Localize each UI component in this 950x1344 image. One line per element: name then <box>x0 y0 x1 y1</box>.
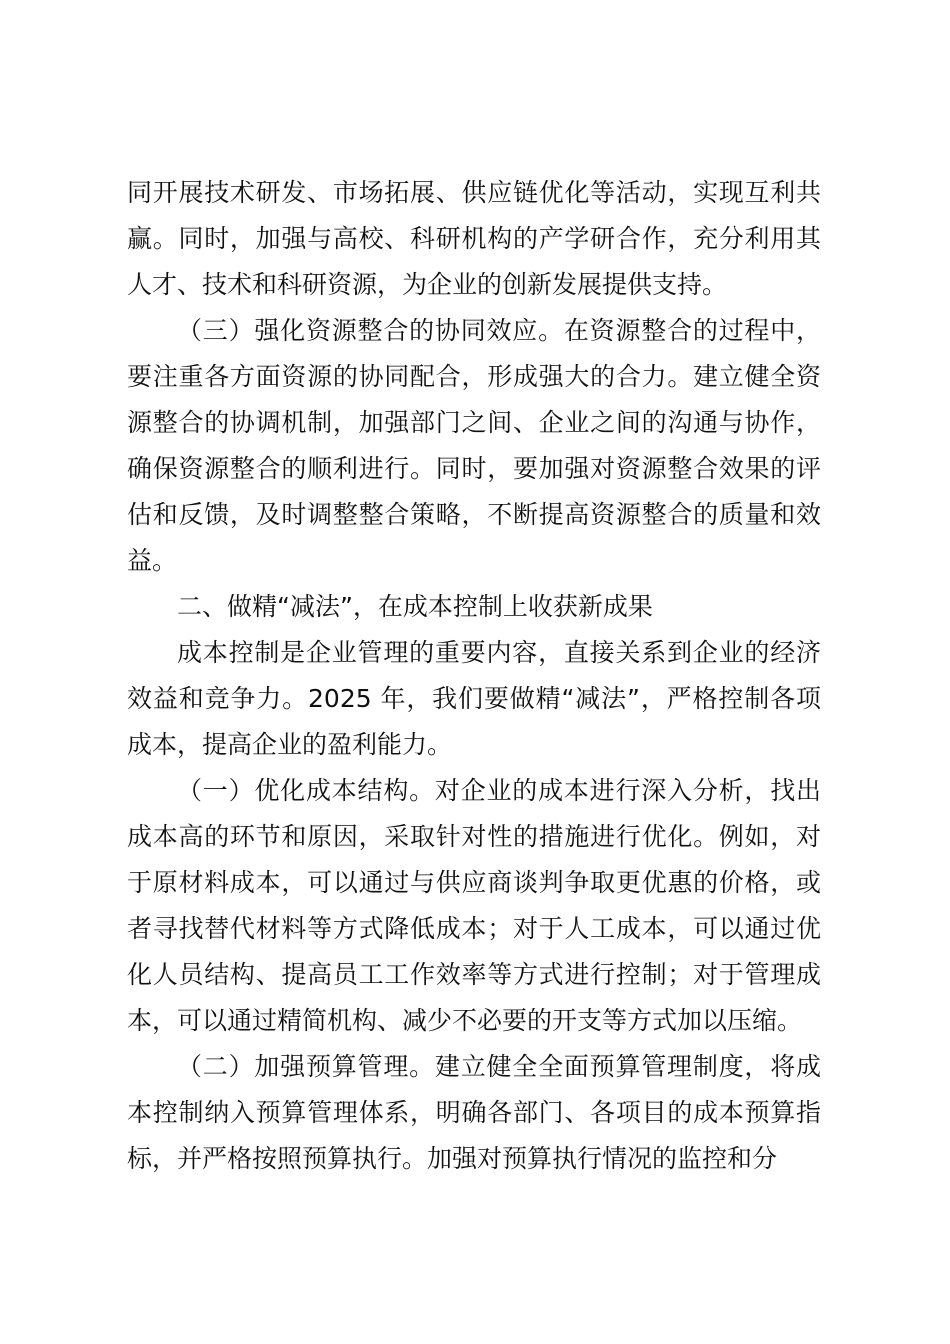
paragraph-optimize-cost-structure: （一）优化成本结构。对企业的成本进行深入分析，找出成本高的环节和原因，采取针对性的措施进行优化。例如，对于原材料成本，可以通过与供应商谈判争取更优惠的价格，或者寻找替代材料等方式降低成本；对于人工成本，可以通过优化人员结构、提高员工工作效率等方式进行控制；对于管理成本，可以通过精简机构、减少不必要的开支等方式加以压缩。 <box>127 776 821 1035</box>
document-body <box>127 170 821 1182</box>
paragraph-continuation: 同开展技术研发、市场拓展、供应链优化等活动，实现互利共赢。同时，加强与高校、科研机构的产学研合作，充分利用其人才、技术和科研资源，为企业的创新发展提供支持。 <box>127 178 821 299</box>
paragraph-resource-synergy: （三）强化资源整合的协同效应。在资源整合的过程中，要注重各方面资源的协同配合，形成强大的合力。建立健全资源整合的协调机制，加强部门之间、企业之间的沟通与协作，确保资源整合的顺利进行。同时，要加强对资源整合效果的评估和反馈，及时调整整合策略，不断提高资源整合的质量和效益。 <box>127 316 821 575</box>
paragraph-budget-management: （二）加强预算管理。建立健全全面预算管理制度，将成本控制纳入预算管理体系，明确各部门、各项目的成本预算指标，并严格按照预算执行。加强对预算执行情况的监控和分 <box>127 1052 821 1173</box>
section-heading-cost-control: 二、做精“减法”，在成本控制上收获新成果 <box>177 592 653 621</box>
paragraph-cost-control-intro: 成本控制是企业管理的重要内容，直接关系到企业的经济效益和竞争力。2025 年，我们要做精“减法”，严格控制各项成本，提高企业的盈利能力。 <box>127 638 821 759</box>
